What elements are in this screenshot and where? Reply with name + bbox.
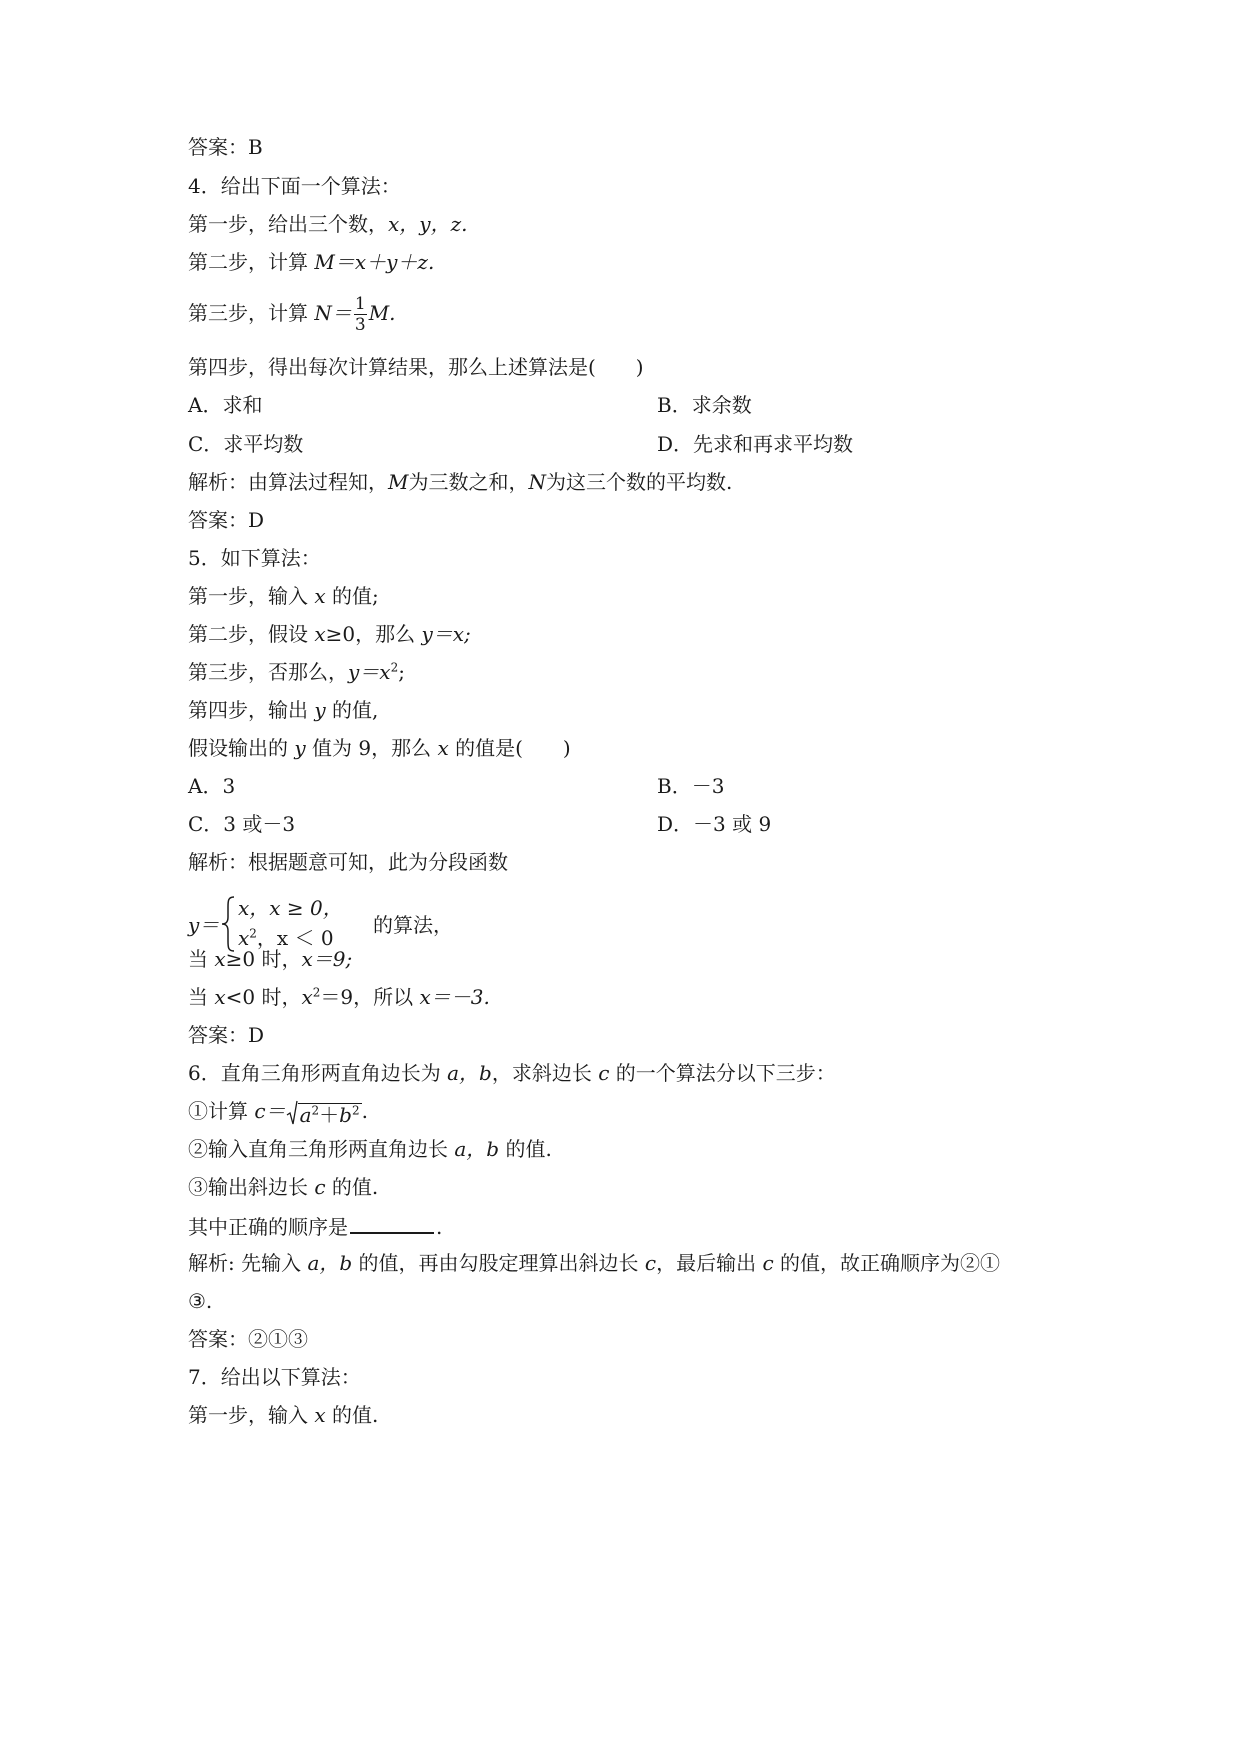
piece-case-1: x，x ≥ 0，	[238, 896, 343, 920]
left-brace-icon	[220, 895, 236, 953]
q4-step3: 第三步，计算 N＝ $\frac{1}{3}$ M.	[188, 294, 396, 335]
q5-step3: 第三步，否那么，$y=x^2$;	[188, 660, 405, 684]
fraction-one-third: $\frac{1}{3}$	[354, 294, 366, 335]
q4-step4: 第四步，得出每次计算结果，那么上述算法是( )	[188, 355, 644, 379]
q5-option-d: D．－3 或 9	[657, 812, 772, 836]
q5-option-a: A．3	[188, 774, 236, 798]
q4-step2: 第二步，计算 M＝x＋y＋z.	[188, 250, 435, 274]
q5-option-c: C．3 或－3	[188, 812, 296, 836]
q5-step1: 第一步，输入 x 的值;	[188, 584, 379, 608]
q6-order-question: 其中正确的顺序是 .	[188, 1212, 442, 1240]
q5-answer: 答案：D	[188, 1023, 265, 1047]
q5-step4: 第四步，输出 y 的值,	[188, 698, 379, 722]
q4-title: 4．给出下面一个算法：	[188, 174, 401, 198]
q7-step1: 第一步，输入 x 的值.	[188, 1403, 379, 1427]
q5-analysis: 解析：根据题意可知，此为分段函数	[188, 850, 508, 874]
q7-title: 7．给出以下算法：	[188, 1365, 361, 1389]
q6-analysis: 解析: 先输入 a，b 的值，再由勾股定理算出斜边长 c，最后输出 c 的值，故正确顺序为②①	[188, 1251, 1001, 1275]
answer-blank	[350, 1212, 434, 1234]
document-page: 答案：B 4．给出下面一个算法： 第一步，给出三个数，x，y，z. 第二步，计算 M＝x＋y＋z. 第三步，计算 N＝ $\frac{1}{3}$ M. 第四步，得出每次计算结果，那么上述算法是( ) A．求和 B．求余数 C．求平均数 D．先求和再求平均数 解析：由算法过程知，M为三数之和，N为这三个数的平均数. 答案：D 5．如下算法： 第一步，输入 x 的值; 第二步，假设 x≥0，那么 y＝x; 第三步，否那么，$y=x^2$; 第四步，输出 y 的值, 假设输出的 y 值为 9，那么 x 的值是( ) A．3 B．－3 C．3 或－3 D．－3 或 9 解析：根据题意可知，此为分段函数 y＝ x，x ≥ 0， $x^2$，x ＜ 0 的算法， 当 x≥0 时，x＝9; 当 x<0 时，$x^2=9$，所以 x＝－3. 答案：D 6．直角三角形两直角边长为 a，b，求斜边长 c 的一个算法分以下三步： ①计算 c＝ $a^2+b^2$ . ②输入直角三角形两直角边长 a，b 的值. ③输出斜边长 c 的值. 其中正确的顺序是 . 解析: 先输入 a，b 的值，再由勾股定理算出斜边长 c，最后输出 c 的值，故正确顺序为②① ③. 答案：②①③ 7．给出以下算法： 第一步，输入 x 的值.	[188, 135, 1001, 1427]
q4-step1: 第一步，给出三个数，x，y，z.	[188, 212, 468, 236]
q4-answer: 答案：D	[188, 508, 265, 532]
q6-answer: 答案：②①③	[188, 1327, 308, 1351]
q6-analysis-wrap: ③.	[188, 1289, 213, 1313]
q6-step3: ③输出斜边长 c 的值.	[188, 1175, 379, 1199]
q4-option-d: D．先求和再求平均数	[657, 432, 854, 456]
q4-analysis: 解析：由算法过程知，M为三数之和，N为这三个数的平均数.	[188, 470, 733, 494]
q5-case-b: 当 x<0 时，$x^2=9$，所以 x＝－3.	[188, 985, 490, 1009]
q5-question: 假设输出的 y 值为 9，那么 x 的值是( )	[188, 736, 571, 760]
q6-title: 6．直角三角形两直角边长为 a，b，求斜边长 c 的一个算法分以下三步：	[188, 1061, 836, 1085]
answer-line: 答案：B	[188, 135, 263, 159]
q6-step1: ①计算 c＝ $a^2+b^2$ .	[188, 1099, 368, 1127]
radical-sign-icon	[286, 1100, 298, 1126]
q6-step2: ②输入直角三角形两直角边长 a，b 的值.	[188, 1137, 552, 1161]
q5-option-b: B．－3	[657, 774, 725, 798]
q4-option-a: A．求和	[188, 393, 263, 417]
piece-tail: 的算法，	[373, 913, 453, 937]
q4-option-b: B．求余数	[657, 393, 752, 417]
q5-case-a: 当 x≥0 时，x＝9;	[188, 947, 353, 971]
piece-case-2: $x^2$，x ＜ 0	[238, 926, 334, 950]
q5-step2: 第二步，假设 x≥0，那么 y＝x;	[188, 622, 471, 646]
square-root: $a^2+b^2$	[286, 1100, 362, 1126]
q4-option-c: C．求平均数	[188, 432, 304, 456]
q5-title: 5．如下算法：	[188, 546, 321, 570]
